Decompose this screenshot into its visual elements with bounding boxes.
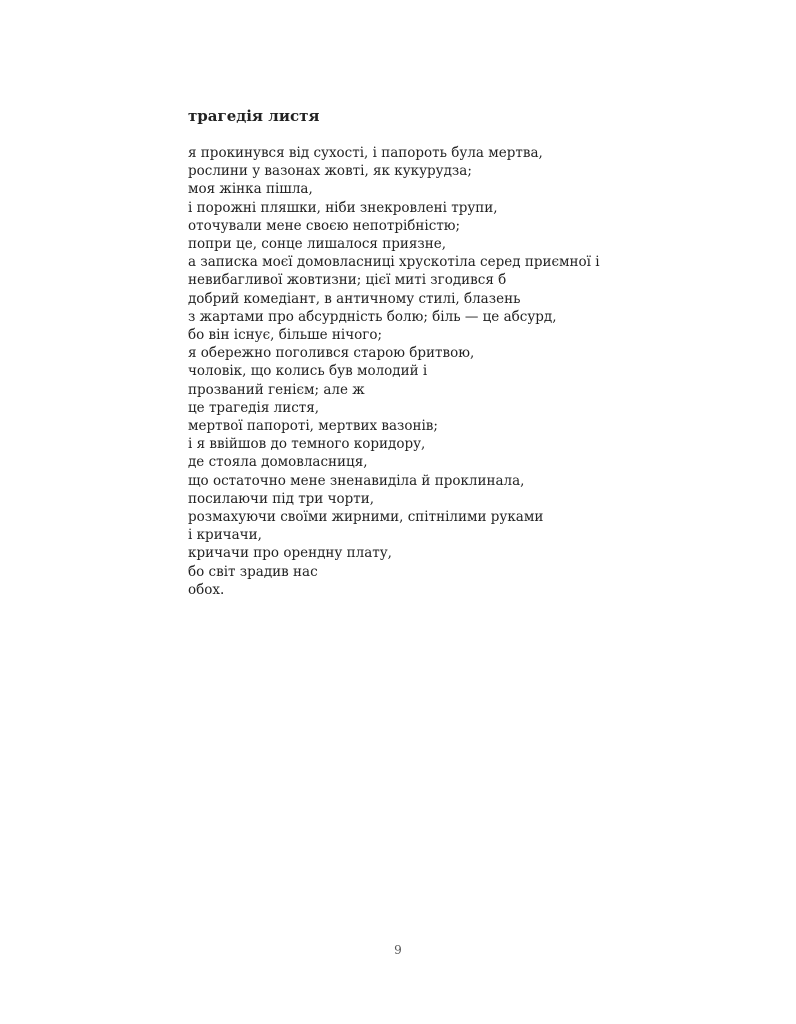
- poem-line: і кричачи,: [188, 527, 262, 544]
- poem-line: розмахуючи своїми жирними, спітнілими руками: [188, 509, 544, 526]
- poem-line: і порожні пляшки, ніби знекровлені трупи,: [188, 199, 498, 216]
- poem-line: оточували мене своєю непотрібністю;: [188, 217, 461, 234]
- poem-line: чоловік, що колись був молодий і: [188, 363, 428, 380]
- poem-line: добрий комедіант, в античному стилі, блазень: [188, 290, 521, 307]
- poem-line: що остаточно мене зненавиділа й проклинала,: [188, 472, 525, 489]
- poem-line: посилаючи під три чорти,: [188, 490, 375, 507]
- poem-line: я обережно поголився старою бритвою,: [188, 345, 475, 362]
- page-number: 9: [394, 943, 402, 957]
- poem-line: це трагедія листя,: [188, 399, 320, 416]
- poem-line: бо він існує, більше нічого;: [188, 327, 383, 344]
- poem-line: рослини у вазонах жовті, як кукурудза;: [188, 163, 472, 180]
- poem-line: прозваний генієм; але ж: [188, 381, 365, 398]
- poem-line: а записка моєї домовласниці хрускотіла серед приємної і: [188, 254, 600, 271]
- poem-line: і я ввійшов до темного коридору,: [188, 436, 426, 453]
- poem-line: обох.: [188, 581, 225, 598]
- poem-line: попри це, сонце лишалося приязне,: [188, 236, 446, 253]
- poem-line: невибагливої жовтизни; цієї миті згодився б: [188, 272, 507, 289]
- poem-line: моя жінка пішла,: [188, 181, 313, 198]
- poem-line: я прокинувся від сухості, і папороть була мертва,: [188, 145, 543, 161]
- poem-line: мертвої папороті, мертвих вазонів;: [188, 418, 438, 435]
- poem-line: кричачи про орендну плату,: [188, 545, 392, 562]
- poem-line: з жартами про абсурдність болю; біль — це абсурд,: [188, 308, 557, 325]
- poem-line: бо світ зрадив нас: [188, 563, 318, 580]
- poem-line: де стояла домовласниця,: [188, 454, 368, 471]
- poem-body: [188, 144, 608, 599]
- poem-title: трагедія листя: [188, 107, 320, 125]
